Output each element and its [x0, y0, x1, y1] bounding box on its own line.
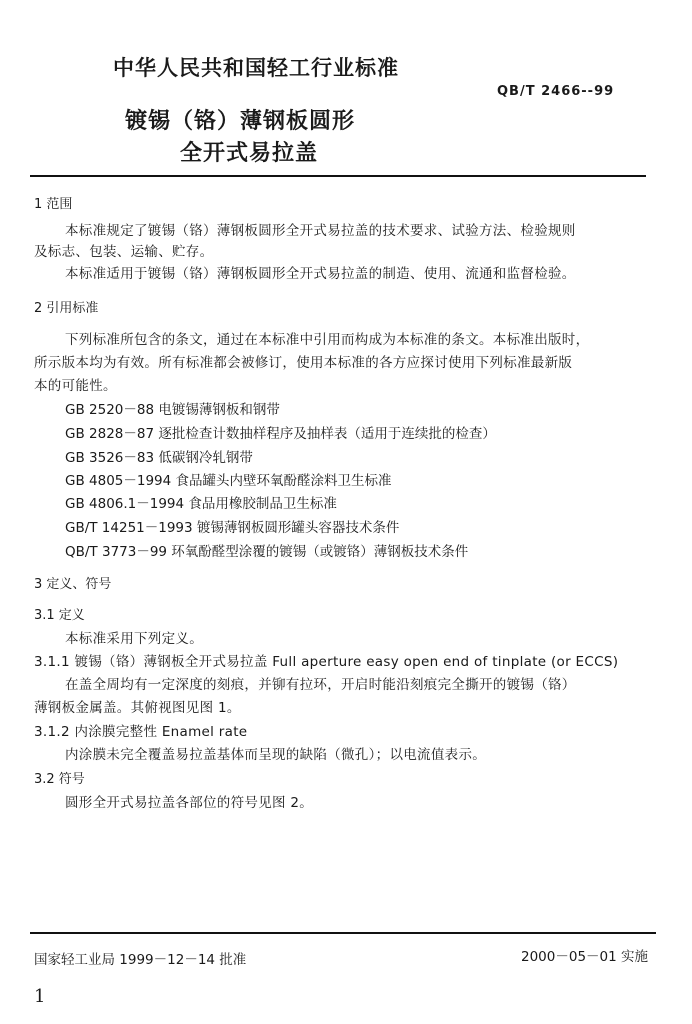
- section-3-1-2-heading: 3.1.2 内涂膜完整性 Enamel rate: [34, 724, 248, 740]
- section-3-1-1-heading: 3.1.1 镀锡（铬）薄钢板全开式易拉盖 Full aperture easy open end of tinplate (or ECCS): [34, 654, 619, 670]
- standard-code: QB/T 2466--99: [497, 84, 615, 99]
- section-1-paragraph-1-line-2: 及标志、包装、运输、贮存。: [34, 244, 214, 260]
- section-3-1-2-text: 内涂膜未完全覆盖易拉盖基体而呈现的缺陷（微孔）；以电流值表示。: [65, 747, 487, 763]
- section-2-paragraph-line-3: 本的可能性。: [34, 378, 117, 394]
- section-1-paragraph-2: 本标准适用于镀锡（铬）薄钢板圆形全开式易拉盖的制造、使用、流通和监督检验。: [65, 266, 576, 282]
- document-title-line-1: 镀锡（铬）薄钢板圆形: [125, 109, 356, 134]
- referenced-standard-item: GB 3526－83 低碳钢冷轧钢带: [65, 450, 253, 466]
- document-title-line-2: 全开式易拉盖: [180, 141, 319, 166]
- header-divider: [30, 175, 646, 177]
- referenced-standard-item: GB/T 14251－1993 镀锡薄钢板圆形罐头容器技术条件: [65, 520, 400, 536]
- section-3-2-text: 圆形全开式易拉盖各部位的符号见图 2。: [65, 795, 314, 811]
- effective-date: 2000－05－01 实施: [521, 949, 649, 965]
- referenced-standard-item: QB/T 3773－99 环氧酚醛型涂覆的镀锡（或镀铬）薄钢板技术条件: [65, 544, 469, 560]
- section-1-heading: 1 范围: [34, 197, 73, 212]
- section-1-paragraph-1-line-1: 本标准规定了镀锡（铬）薄钢板圆形全开式易拉盖的技术要求、试验方法、检验规则: [65, 223, 576, 239]
- section-2-paragraph-line-2: 所示版本均为有效。所有标准都会被修订，使用本标准的各方应探讨使用下列标准最新版: [34, 355, 573, 371]
- section-3-1-1-text-line-2: 薄钢板金属盖。其俯视图见图 1。: [34, 700, 241, 716]
- approval-date: 国家轻工业局 1999－12－14 批准: [34, 952, 247, 968]
- referenced-standard-item: GB 2520－88 电镀锡薄钢板和钢带: [65, 402, 280, 418]
- section-3-1-text: 本标准采用下列定义。: [65, 631, 203, 647]
- issuing-body-title: 中华人民共和国轻工行业标准: [113, 56, 399, 80]
- section-2-paragraph-line-1: 下列标准所包含的条文，通过在本标准中引用而构成为本标准的条文。本标准出版时，: [65, 332, 590, 348]
- page-number: 1: [34, 986, 46, 1007]
- referenced-standard-item: GB 4805－1994 食品罐头内壁环氧酚醛涂料卫生标准: [65, 473, 392, 489]
- section-2-heading: 2 引用标准: [34, 301, 99, 316]
- footer-divider: [30, 932, 656, 934]
- referenced-standard-item: GB 4806.1－1994 食品用橡胶制品卫生标准: [65, 496, 337, 512]
- section-3-1-heading: 3.1 定义: [34, 608, 85, 623]
- section-3-2-heading: 3.2 符号: [34, 772, 85, 787]
- section-3-heading: 3 定义、符号: [34, 577, 112, 592]
- section-3-1-1-text-line-1: 在盖全周均有一定深度的刻痕，并铆有拉环，开启时能沿刻痕完全撕开的镀锡（铬）: [65, 677, 576, 693]
- referenced-standard-item: GB 2828－87 逐批检查计数抽样程序及抽样表（适用于连续批的检查）: [65, 426, 496, 442]
